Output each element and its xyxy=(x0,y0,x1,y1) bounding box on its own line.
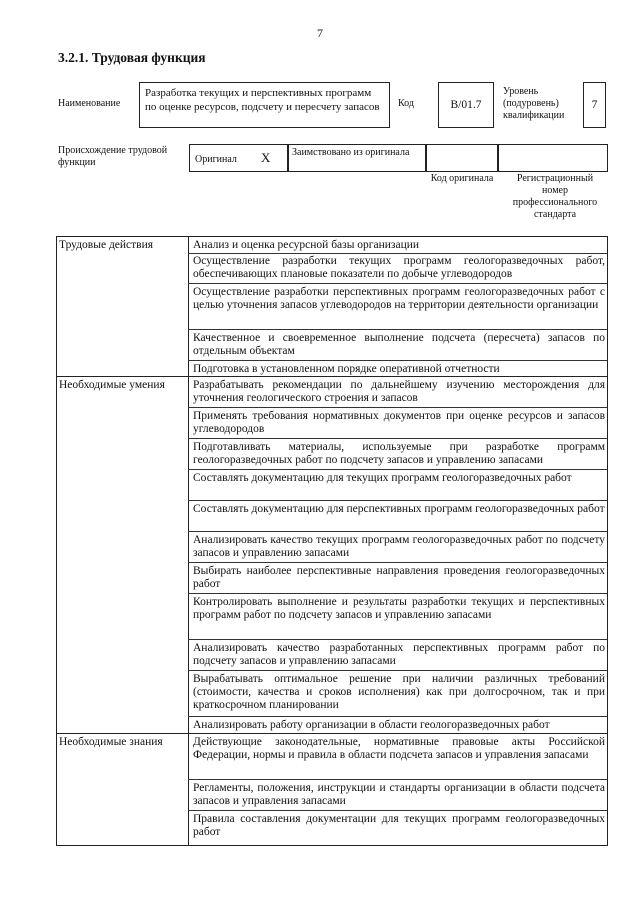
row-rule xyxy=(188,407,607,408)
labor-action-item: Качественное и своевременное выполнение подсчета (пересчета) запасов по отдельным объектам xyxy=(193,332,605,357)
labor-action-item: Осуществление разработки перспективных программ геологоразведочных работ с целью уточнения запасов углеводородов на территории деятельности организации xyxy=(193,286,605,311)
row-rule xyxy=(188,639,607,640)
page-number: 7 xyxy=(317,26,323,40)
function-details-table xyxy=(56,236,608,846)
skill-item: Контролировать выполнение и результаты разработки текущих и перспективных программ работ по подсчету запасов и управлению запасами xyxy=(193,596,605,621)
skill-item: Применять требования нормативных документов при оценке ресурсов и запасов углеводородов xyxy=(193,410,605,435)
skill-item: Анализировать качество разработанных перспективных программ работ по подсчету запасов и управлению запасами xyxy=(193,642,605,667)
original-label: Оригинал xyxy=(195,154,237,165)
row-rule xyxy=(188,329,607,330)
skill-item: Вырабатывать оптимальное решение при наличии различных требований (стоимости, качества и сроков исполнения) как при долгосрочном, так и при краткосрочном планировании xyxy=(193,673,605,711)
skill-item: Подготавливать материалы, используемые при разработке программ геологоразведочных работ по подсчету запасов и управлению запасами xyxy=(193,441,605,466)
row-rule xyxy=(188,716,607,717)
knowledge-item: Регламенты, положения, инструкции и стандарты организации в области подсчета запасов и управления запасами xyxy=(193,782,605,807)
name-label: Наименование xyxy=(58,98,121,109)
original-code-cell xyxy=(426,144,498,172)
row-rule xyxy=(188,810,607,811)
row-rule xyxy=(188,670,607,671)
labor-action-item: Подготовка в установленном порядке оперативной отчетности xyxy=(193,363,500,375)
knowledge-item: Действующие законодательные, нормативные правовые акты Российской Федерации, нормы и правила в области подсчета запасов и управления запасами xyxy=(193,736,605,761)
borrowed-cell: Заимствовано из оригинала xyxy=(288,144,426,172)
skill-item: Разрабатывать рекомендации по дальнейшему изучению месторождения для уточнения геологического строения и запасов xyxy=(193,379,605,404)
row-rule xyxy=(188,500,607,501)
skill-item: Выбирать наиболее перспективные направления проведения геологоразведочных работ xyxy=(193,565,605,590)
category-rule xyxy=(57,376,607,377)
skill-item: Анализировать работу организации в области геологоразведочных работ xyxy=(193,719,550,731)
registration-number-cell xyxy=(498,144,608,172)
row-rule xyxy=(188,283,607,284)
registration-number-caption: Регистрационный номер профессионального стандарта xyxy=(512,173,598,220)
code-label: Код xyxy=(398,98,414,109)
skill-item: Составлять документацию для текущих программ геологоразведочных работ xyxy=(193,472,572,484)
row-rule xyxy=(188,360,607,361)
code-field: B/01.7 xyxy=(438,82,494,128)
row-rule xyxy=(188,779,607,780)
original-mark: X xyxy=(261,150,271,165)
skill-item: Анализировать качество текущих программ геологоразведочных работ по подсчету запасов и управлению запасами xyxy=(193,534,605,559)
labor-action-item: Осуществление разработки текущих программ геологоразведочных работ, обеспечивающих плановые показатели по добыче углеводородов xyxy=(193,255,605,280)
row-rule xyxy=(188,253,607,254)
section-title: 3.2.1. Трудовая функция xyxy=(58,50,206,65)
skill-item: Составлять документацию для перспективных программ геологоразведочных работ xyxy=(193,503,605,515)
category-rule xyxy=(57,733,607,734)
category-knowledge: Необходимые знания xyxy=(59,736,163,748)
level-field: 7 xyxy=(583,82,606,128)
row-rule xyxy=(188,531,607,532)
origin-label: Происхождение трудовой функции xyxy=(58,145,168,168)
row-rule xyxy=(188,438,607,439)
knowledge-item: Правила составления документации для текущих программ геологоразведочных работ xyxy=(193,813,605,838)
labor-action-item: Анализ и оценка ресурсной базы организации xyxy=(193,239,420,251)
category-skills: Необходимые умения xyxy=(59,379,165,391)
row-rule xyxy=(188,469,607,470)
original-code-caption: Код оригинала xyxy=(430,173,494,184)
original-cell xyxy=(189,144,288,172)
category-labor-actions: Трудовые действия xyxy=(59,239,154,251)
row-rule xyxy=(188,593,607,594)
level-label: Уровень (подуровень) квалификации xyxy=(503,86,565,121)
function-name-field: Разработка текущих и перспективных программ по оценке ресурсов, подсчету и пересчету запасов xyxy=(139,82,390,128)
row-rule xyxy=(188,562,607,563)
